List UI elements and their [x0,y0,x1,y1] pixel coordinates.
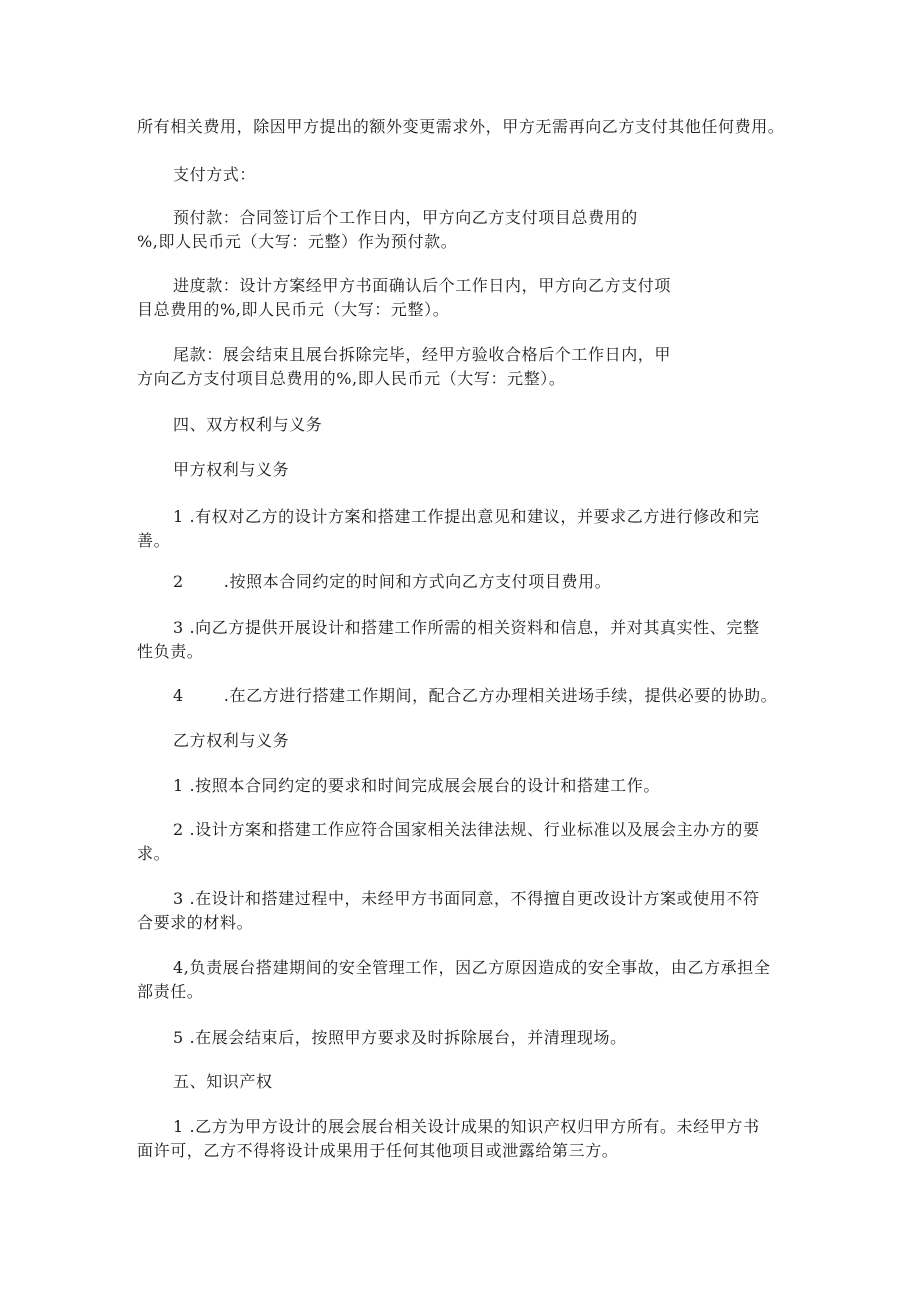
text-line: 所有相关费用，除因甲方提出的额外变更需求外，甲方无需再向乙方支付其他任何费用。 [137,117,785,136]
clause-b-4 [137,956,797,1004]
text-line [137,684,797,708]
clause-ip-1 [137,1115,797,1163]
paragraph-payment-method [137,163,797,187]
text-line: %,即人民币元（大写：元整）作为预付款。 [137,232,458,251]
text-line: 求。 [137,844,171,863]
clause-a-2 [137,570,797,594]
text-line: 支付方式： [173,165,257,184]
text-line: 甲方权利与义务 [173,460,290,479]
text-line: 性负责。 [137,642,204,661]
text-line: 部责任。 [137,982,204,1001]
clause-text: .按照本合同约定的时间和方式向乙方支付项目费用。 [223,572,612,591]
text-line: 1 .有权对乙方的设计方案和搭建工作提出意见和建议，并要求乙方进行修改和完 [173,507,760,526]
text-line: 方向乙方支付项目总费用的%,即人民币元（大写：元整）。 [137,369,566,388]
text-line: 四、双方权利与义务 [173,415,323,434]
text-line: 预付款：合同签订后个工作日内，甲方向乙方支付项目总费用的 [173,208,638,227]
clause-a-1 [137,505,797,553]
clause-b-1 [137,774,797,798]
clause-b-2 [137,818,797,866]
paragraph-progress-payment [137,274,797,322]
text-line: 目总费用的%,即人民币元（大写：元整）。 [137,300,450,319]
text-line: 善。 [137,531,171,550]
text-line: 合要求的材料。 [137,913,254,932]
text-line: 1 .按照本合同约定的要求和时间完成展会展台的设计和搭建工作。 [173,776,660,795]
clause-text: .在乙方进行搭建工作期间，配合乙方办理相关进场手续，提供必要的协助。 [223,686,778,705]
clause-number: 4 [173,686,184,705]
text-line: 5 .在展会结束后，按照甲方要求及时拆除展台，并清理现场。 [173,1028,627,1047]
paragraph-fee-summary [137,115,797,139]
text-line: 1 .乙方为甲方设计的展会展台相关设计成果的知识产权归甲方所有。未经甲方书 [173,1117,760,1136]
text-line: 面许可，乙方不得将设计成果用于任何其他项目或泄露给第三方。 [137,1141,619,1160]
text-line: 3 .向乙方提供开展设计和搭建工作所需的相关资料和信息，并对其真实性、完整 [173,618,760,637]
clause-b-5 [137,1026,797,1050]
paragraph-prepayment [137,206,797,254]
section-heading-ip [137,1070,797,1094]
clause-b-3 [137,887,797,935]
text-line: 进度款：设计方案经甲方书面确认后个工作日内，甲方向乙方支付项 [173,276,672,295]
text-line: 乙方权利与义务 [173,731,290,750]
text-line: 五、知识产权 [173,1072,273,1091]
clause-a-4 [137,684,797,708]
text-line [137,570,797,594]
clause-a-3 [137,616,797,664]
text-line: 4,负责展台搭建期间的安全管理工作，因乙方原因造成的安全事故，由乙方承担全 [173,958,771,977]
text-line: 2 .设计方案和搭建工作应符合国家相关法律法规、行业标准以及展会主办方的要 [173,820,760,839]
text-line: 尾款：展会结束且展台拆除完毕，经甲方验收合格后个工作日内，甲 [173,345,672,364]
section-heading-rights-obligations [137,413,797,437]
paragraph-final-payment [137,343,797,391]
subheading-party-b [137,729,797,753]
subheading-party-a [137,458,797,482]
text-line: 3 .在设计和搭建过程中，未经甲方书面同意，不得擅自更改设计方案或使用不符 [173,889,760,908]
clause-number: 2 [173,572,184,591]
